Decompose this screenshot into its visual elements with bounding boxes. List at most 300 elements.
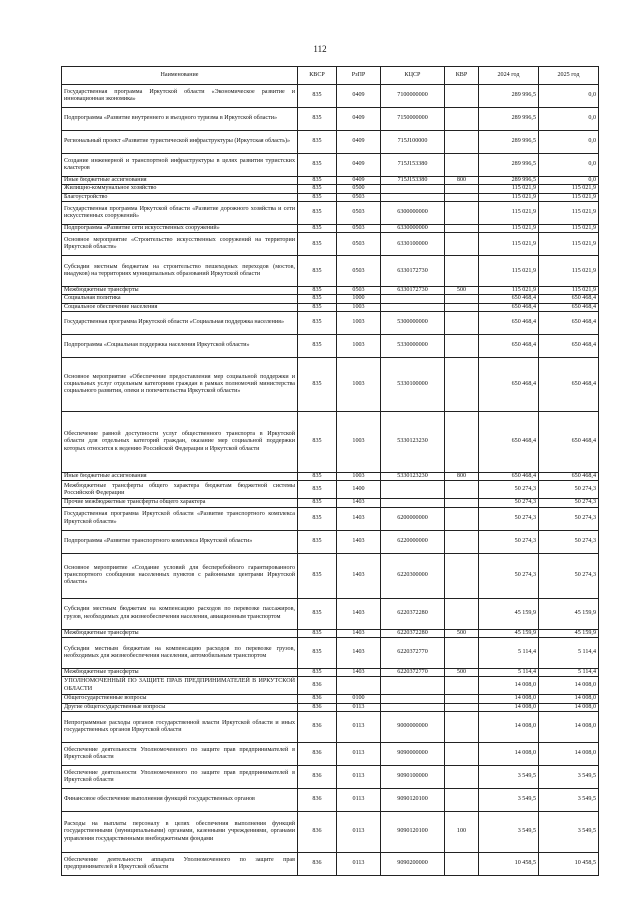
cell-rzpr: 1403 [337,499,381,507]
cell-name: Государственная программа Иркутской области «Социальная поддержка населения» [62,312,298,335]
cell-kvr [445,530,479,553]
cell-name: Основное мероприятие «Обеспечение предоставления мер социальной поддержки и социальных услуг отдельным категориям граждан в рамках полномочий министерства социального развития, опеки и попечительства Иркутской области» [62,358,298,412]
cell-rzpr: 0113 [337,852,381,875]
cell-rzpr: 0113 [337,742,381,765]
cell-y2025: 650 468,4 [539,358,599,412]
cell-kcsr: 5330100000 [381,358,445,412]
cell-y2025: 0,0 [539,154,599,177]
cell-kvr [445,742,479,765]
cell-y2024: 650 468,4 [479,473,539,481]
cell-kcsr [381,499,445,507]
header-kcsr: КЦСР [381,67,445,85]
cell-rzpr [337,677,381,695]
cell-y2025: 5 114,4 [539,637,599,668]
cell-y2025: 115 021,9 [539,287,599,295]
cell-kvr [445,193,479,201]
cell-name: Подпрограмма «Социальная поддержка населения Иркутской области» [62,335,298,358]
cell-name: Иные бюджетные ассигнования [62,473,298,481]
cell-kvr [445,677,479,695]
cell-y2025: 0,0 [539,177,599,185]
cell-kvsr: 835 [298,131,337,154]
cell-y2025: 115 021,9 [539,185,599,193]
table-row [62,312,599,335]
cell-name: Подпрограмма «Развитие сети искусственных сооружений» [62,224,298,232]
table-row [62,256,599,287]
cell-rzpr: 0409 [337,108,381,131]
cell-y2024: 650 468,4 [479,335,539,358]
table-row [62,193,599,201]
table-row [62,358,599,412]
cell-kcsr [381,481,445,499]
table-row [62,637,599,668]
cell-name: Другие общегосударственные вопросы [62,703,298,711]
table-row [62,287,599,295]
cell-rzpr: 1003 [337,358,381,412]
table-row [62,507,599,530]
cell-kcsr: 5330123230 [381,473,445,481]
table-row [62,131,599,154]
cell-rzpr: 0503 [337,233,381,256]
cell-kvsr: 835 [298,201,337,224]
cell-kcsr: 6220372770 [381,637,445,668]
cell-y2025: 650 468,4 [539,412,599,473]
cell-kvr [445,201,479,224]
cell-kvsr: 836 [298,695,337,703]
cell-name: Обеспечение равной доступности услуг общественного транспорта в Иркутской области для отдельных категорий граждан, оказание мер социальной поддержки которых относится к ведению Российской Федерации и Иркутской области [62,412,298,473]
cell-kcsr: 7100000000 [381,85,445,108]
cell-name: Региональный проект «Развитие туристической инфраструктуры (Иркутская область)» [62,131,298,154]
cell-y2024: 3 549,5 [479,788,539,811]
table-row [62,711,599,742]
cell-y2024: 289 996,5 [479,154,539,177]
cell-kcsr: 9090000000 [381,742,445,765]
cell-kvsr: 835 [298,193,337,201]
cell-y2024: 115 021,9 [479,256,539,287]
cell-rzpr: 0113 [337,765,381,788]
cell-rzpr: 1400 [337,481,381,499]
header-name: Наименование [62,67,298,85]
cell-kcsr [381,703,445,711]
cell-kvsr: 836 [298,703,337,711]
cell-name: УПОЛНОМОЧЕННЫЙ ПО ЗАЩИТЕ ПРАВ ПРЕДПРИНИМАТЕЛЕЙ В ИРКУТСКОЙ ОБЛАСТИ [62,677,298,695]
cell-y2025: 0,0 [539,108,599,131]
cell-kvsr: 835 [298,185,337,193]
cell-kvr: 500 [445,287,479,295]
table-row [62,629,599,637]
cell-kvr [445,499,479,507]
cell-kvr [445,703,479,711]
cell-kcsr: 9000000000 [381,711,445,742]
table-row [62,154,599,177]
cell-rzpr: 0503 [337,224,381,232]
cell-kvsr: 835 [298,481,337,499]
cell-name: Субсидии местным бюджетам на компенсацию расходов по перевозке пассажиров, грузов, необходимых для жизнеобеспечения населения, авиационным транспортом [62,598,298,629]
cell-kcsr: 6300000000 [381,201,445,224]
cell-y2025: 14 008,0 [539,677,599,695]
cell-kcsr: 6220300000 [381,553,445,598]
cell-y2024: 50 274,3 [479,530,539,553]
cell-rzpr: 1403 [337,598,381,629]
cell-kvr [445,788,479,811]
cell-kvsr: 835 [298,177,337,185]
cell-y2025: 50 274,3 [539,553,599,598]
cell-kvsr: 835 [298,335,337,358]
table-row [62,695,599,703]
cell-y2025: 650 468,4 [539,335,599,358]
cell-name: Непрограммные расходы органов государственной власти Иркутской области и иных государственных органов Иркутской области [62,711,298,742]
table-row [62,185,599,193]
header-2025: 2025 год [539,67,599,85]
cell-kvsr: 836 [298,811,337,852]
cell-y2024: 14 008,0 [479,742,539,765]
cell-kvr [445,695,479,703]
cell-y2025: 650 468,4 [539,303,599,311]
cell-kvsr: 835 [298,256,337,287]
cell-name: Межбюджетные трансферты общего характера бюджетам бюджетной системы Российской Федерации [62,481,298,499]
cell-y2024: 289 996,5 [479,177,539,185]
cell-y2025: 5 114,4 [539,668,599,676]
cell-y2024: 650 468,4 [479,412,539,473]
cell-kcsr [381,303,445,311]
cell-y2024: 115 021,9 [479,233,539,256]
cell-y2024: 50 274,3 [479,553,539,598]
cell-kcsr: 6330000000 [381,224,445,232]
table-row [62,668,599,676]
cell-rzpr: 1003 [337,412,381,473]
table-row [62,765,599,788]
cell-kvsr: 835 [298,287,337,295]
cell-y2024: 45 159,9 [479,598,539,629]
cell-name: Социальная политика [62,295,298,303]
cell-y2024: 289 996,5 [479,108,539,131]
cell-y2024: 5 114,4 [479,668,539,676]
cell-kcsr: 715J153380 [381,154,445,177]
cell-rzpr: 1403 [337,507,381,530]
table-row [62,852,599,875]
cell-kvsr: 835 [298,224,337,232]
cell-y2024: 14 008,0 [479,703,539,711]
cell-y2024: 650 468,4 [479,358,539,412]
cell-name: Финансовое обеспечение выполнения функций государственных органов [62,788,298,811]
cell-y2025: 650 468,4 [539,312,599,335]
cell-rzpr: 0503 [337,287,381,295]
cell-rzpr: 1000 [337,295,381,303]
cell-kvr: 800 [445,473,479,481]
cell-y2024: 14 008,0 [479,677,539,695]
cell-kvsr: 835 [298,629,337,637]
table-row [62,473,599,481]
cell-name: Расходы на выплаты персоналу в целях обеспечения выполнения функций государственными (муниципальными) органами, казенными учреждениями, органами управления государственными внебюджетными фондами [62,811,298,852]
cell-y2025: 14 008,0 [539,703,599,711]
cell-kvr [445,412,479,473]
cell-name: Подпрограмма «Развитие внутреннего и въездного туризма в Иркутской области» [62,108,298,131]
cell-y2025: 50 274,3 [539,507,599,530]
cell-name: Благоустройство [62,193,298,201]
cell-y2024: 14 008,0 [479,711,539,742]
cell-name: Иные бюджетные ассигнования [62,177,298,185]
cell-kcsr: 7150000000 [381,108,445,131]
cell-y2024: 50 274,3 [479,507,539,530]
cell-y2025: 14 008,0 [539,742,599,765]
cell-kvr [445,598,479,629]
cell-y2024: 5 114,4 [479,637,539,668]
cell-y2025: 3 549,5 [539,765,599,788]
cell-kvr [445,553,479,598]
cell-name: Государственная программа Иркутской области «Экономическое развитие и инновационная экономика» [62,85,298,108]
cell-y2025: 115 021,9 [539,256,599,287]
cell-kvsr: 835 [298,412,337,473]
cell-rzpr: 0409 [337,85,381,108]
cell-kcsr: 6330100000 [381,233,445,256]
table-row [62,295,599,303]
cell-kcsr: 9090200000 [381,852,445,875]
cell-kvsr: 835 [298,598,337,629]
cell-y2024: 50 274,3 [479,499,539,507]
cell-name: Межбюджетные трансферты [62,668,298,676]
cell-name: Межбюджетные трансферты [62,629,298,637]
cell-kvr [445,224,479,232]
cell-y2024: 289 996,5 [479,85,539,108]
cell-name: Государственная программа Иркутской области «Развитие дорожного хозяйства и сети искусственных сооружений» [62,201,298,224]
cell-kvr [445,852,479,875]
cell-name: Межбюджетные трансферты [62,287,298,295]
cell-kvr [445,108,479,131]
cell-name: Основное мероприятие «Создание условий для бесперебойного гарантированного транспортного сообщения населенных пунктов с районными центрами Иркутской области» [62,553,298,598]
table-row [62,177,599,185]
table-row [62,788,599,811]
cell-y2024: 115 021,9 [479,287,539,295]
cell-kvsr: 835 [298,233,337,256]
cell-name: Обеспечение деятельности Уполномоченного по защите прав предпринимателей в Иркутской области [62,765,298,788]
cell-kcsr: 5330000000 [381,335,445,358]
table-row [62,530,599,553]
cell-kvsr: 835 [298,473,337,481]
table-row [62,742,599,765]
cell-kvr [445,256,479,287]
cell-y2025: 115 021,9 [539,224,599,232]
cell-rzpr: 1003 [337,335,381,358]
cell-name: Общегосударственные вопросы [62,695,298,703]
cell-name: Социальное обеспечение населения [62,303,298,311]
cell-kvsr: 835 [298,358,337,412]
table-row [62,224,599,232]
table-row [62,811,599,852]
cell-kvsr: 836 [298,742,337,765]
page-number: 112 [313,44,327,54]
cell-name: Субсидии местным бюджетам на компенсацию расходов по перевозке грузов, необходимых для жизнеобеспечения населения, автомобильным транспортом [62,637,298,668]
cell-rzpr: 0113 [337,788,381,811]
cell-kvsr: 835 [298,303,337,311]
cell-rzpr: 1003 [337,312,381,335]
cell-kvr [445,185,479,193]
table-row [62,303,599,311]
cell-rzpr: 0113 [337,711,381,742]
cell-kvr [445,85,479,108]
cell-kvr [445,358,479,412]
cell-y2024: 289 996,5 [479,131,539,154]
cell-name: Жилищно-коммунальное хозяйство [62,185,298,193]
cell-y2024: 650 468,4 [479,295,539,303]
cell-name: Государственная программа Иркутской области «Развитие транспортного комплекса Иркутской области» [62,507,298,530]
cell-y2024: 14 008,0 [479,695,539,703]
cell-y2024: 45 159,9 [479,629,539,637]
cell-rzpr: 1403 [337,553,381,598]
cell-kvr [445,507,479,530]
cell-kvr: 500 [445,629,479,637]
cell-kcsr: 6220372280 [381,598,445,629]
cell-name: Обеспечение деятельности аппарата Уполномоченного по защите прав предпринимателей в Иркутской области [62,852,298,875]
table-row [62,481,599,499]
cell-y2024: 10 458,5 [479,852,539,875]
cell-kcsr: 715J100000 [381,131,445,154]
cell-y2025: 50 274,3 [539,530,599,553]
cell-kvsr: 836 [298,677,337,695]
cell-kvsr: 835 [298,553,337,598]
cell-kvsr: 835 [298,499,337,507]
table-row [62,233,599,256]
cell-y2025: 0,0 [539,85,599,108]
table-header-row [62,67,599,85]
cell-y2025: 14 008,0 [539,711,599,742]
header-kvsr: КВСР [298,67,337,85]
table-row [62,335,599,358]
table-row [62,598,599,629]
table-row [62,703,599,711]
cell-kvr [445,295,479,303]
cell-y2025: 650 468,4 [539,295,599,303]
cell-kcsr [381,677,445,695]
cell-y2025: 115 021,9 [539,193,599,201]
cell-kvr: 800 [445,177,479,185]
cell-y2024: 115 021,9 [479,193,539,201]
table-row [62,677,599,695]
cell-rzpr: 1403 [337,668,381,676]
cell-kvr [445,312,479,335]
header-rzpr: РзПР [337,67,381,85]
cell-rzpr: 0503 [337,256,381,287]
table-row [62,201,599,224]
cell-y2025: 50 274,3 [539,481,599,499]
cell-rzpr: 0113 [337,703,381,711]
cell-kvr [445,303,479,311]
cell-rzpr: 1003 [337,473,381,481]
cell-y2025: 45 159,9 [539,629,599,637]
cell-rzpr: 1403 [337,530,381,553]
cell-y2025: 115 021,9 [539,201,599,224]
cell-y2025: 0,0 [539,131,599,154]
cell-y2025: 50 274,3 [539,499,599,507]
table-row [62,499,599,507]
cell-kvr [445,481,479,499]
cell-y2025: 3 549,5 [539,811,599,852]
cell-y2025: 650 468,4 [539,473,599,481]
budget-table [61,66,599,876]
cell-y2025: 10 458,5 [539,852,599,875]
header-kvr: КВР [445,67,479,85]
cell-kvsr: 836 [298,711,337,742]
cell-y2024: 115 021,9 [479,185,539,193]
cell-y2024: 3 549,5 [479,765,539,788]
cell-kcsr: 5300000000 [381,312,445,335]
cell-kvr [445,765,479,788]
cell-kcsr: 9090120100 [381,811,445,852]
cell-kvsr: 835 [298,530,337,553]
cell-kvr [445,637,479,668]
cell-kcsr [381,695,445,703]
cell-kcsr: 6220000000 [381,530,445,553]
cell-name: Основное мероприятие «Строительство искусственных сооружений на территории Иркутской области» [62,233,298,256]
cell-rzpr: 0500 [337,185,381,193]
cell-rzpr: 0503 [337,201,381,224]
cell-rzpr: 1403 [337,637,381,668]
table-row [62,553,599,598]
cell-kcsr: 6220372770 [381,668,445,676]
cell-y2024: 115 021,9 [479,201,539,224]
cell-rzpr: 1403 [337,629,381,637]
cell-kcsr: 715J153380 [381,177,445,185]
cell-kcsr: 6330172730 [381,287,445,295]
cell-kcsr: 6330172730 [381,256,445,287]
cell-y2025: 115 021,9 [539,233,599,256]
cell-rzpr: 0409 [337,131,381,154]
cell-rzpr: 0113 [337,811,381,852]
cell-kvr [445,131,479,154]
cell-kvsr: 835 [298,312,337,335]
cell-kvr [445,711,479,742]
cell-name: Субсидии местным бюджетам на строительство пешеходных переходов (мостов, виадуков) на территориях муниципальных образований Иркутской области [62,256,298,287]
cell-kvsr: 836 [298,852,337,875]
cell-name: Обеспечение деятельности Уполномоченного по защите прав предпринимателей в Иркутской области [62,742,298,765]
cell-y2024: 3 549,5 [479,811,539,852]
cell-kvsr: 835 [298,108,337,131]
cell-kcsr: 6200000000 [381,507,445,530]
cell-y2024: 115 021,9 [479,224,539,232]
cell-rzpr: 0409 [337,177,381,185]
cell-kvr: 100 [445,811,479,852]
cell-kvr [445,335,479,358]
cell-name: Подпрограмма «Развитие транспортного комплекса Иркутской области» [62,530,298,553]
table-row [62,412,599,473]
cell-rzpr: 0100 [337,695,381,703]
cell-y2024: 50 274,3 [479,481,539,499]
cell-kvsr: 836 [298,765,337,788]
cell-y2024: 650 468,4 [479,303,539,311]
cell-kcsr: 9090100000 [381,765,445,788]
cell-kcsr [381,193,445,201]
cell-kcsr: 9090120100 [381,788,445,811]
cell-kvsr: 835 [298,637,337,668]
cell-kcsr: 6220372280 [381,629,445,637]
table-row [62,108,599,131]
cell-rzpr: 0503 [337,193,381,201]
cell-name: Прочие межбюджетные трансферты общего характера [62,499,298,507]
cell-kvr [445,233,479,256]
cell-rzpr: 0409 [337,154,381,177]
cell-kvsr: 835 [298,507,337,530]
cell-y2025: 3 549,5 [539,788,599,811]
table-row [62,85,599,108]
cell-kvsr: 836 [298,788,337,811]
cell-kcsr: 5330123230 [381,412,445,473]
cell-kvsr: 835 [298,668,337,676]
cell-kvr: 500 [445,668,479,676]
cell-y2024: 650 468,4 [479,312,539,335]
cell-kvsr: 835 [298,295,337,303]
cell-kvr [445,154,479,177]
header-2024: 2024 год [479,67,539,85]
cell-rzpr: 1003 [337,303,381,311]
cell-y2025: 14 008,0 [539,695,599,703]
